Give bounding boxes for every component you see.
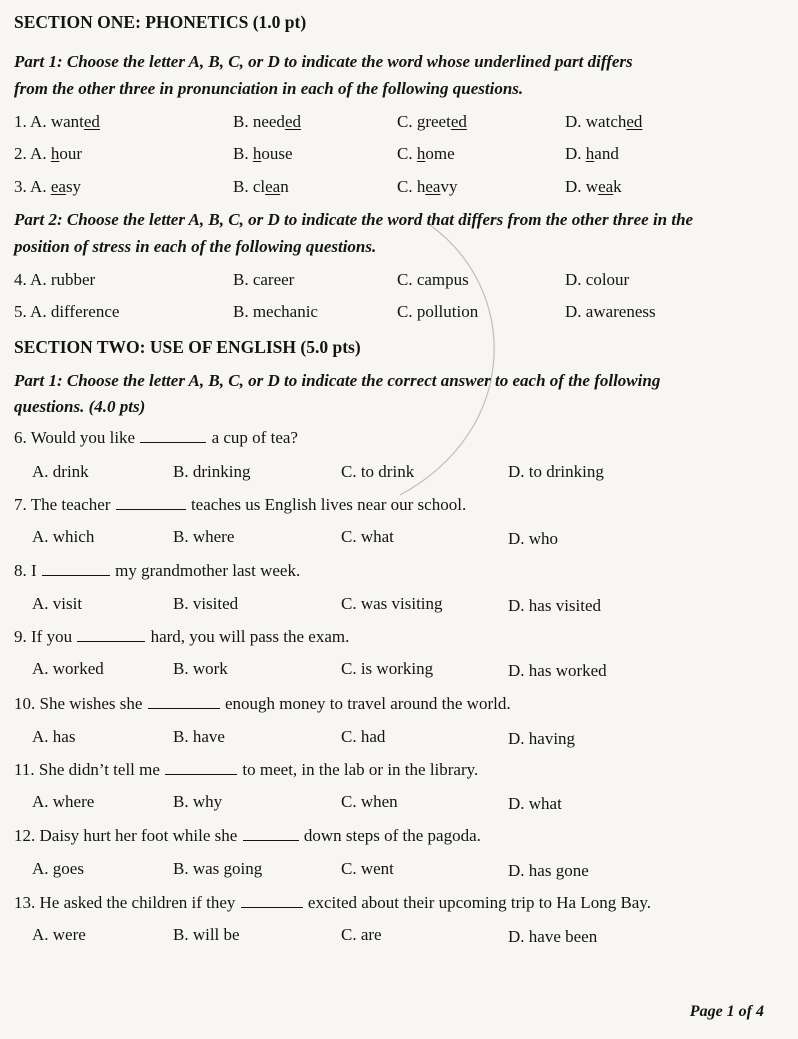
q6-option-b: B. drinking [173,462,251,481]
section2-part1-instruction-line2: questions. (4.0 pts) [14,397,146,416]
q13-option-a: A. were [32,925,86,944]
q10-option-a: A. has [32,727,76,746]
q4-option-a: 4. A. rubber [14,270,96,289]
q12-option-b: B. was going [173,859,263,878]
section-one-title: SECTION ONE: PHONETICS (1.0 pt) [14,12,307,32]
q11-option-c: C. when [341,792,398,811]
q1-option-d: D. watched [565,112,643,131]
part2-instruction-line2: position of stress in each of the following questions. [14,237,377,256]
q9-option-d: D. has worked [508,661,607,680]
q8-option-b: B. visited [173,594,239,613]
q10-option-d: D. having [508,729,576,748]
q12-option-a: A. goes [32,859,84,878]
q8-option-c: C. was visiting [341,594,443,613]
q2-option-d: D. hand [565,144,619,163]
q3-option-a: 3. A. easy [14,177,82,196]
answer-blank [243,826,299,841]
answer-blank [116,495,186,510]
q12-option-d: D. has gone [508,861,589,880]
q1-option-a: 1. A. wanted [14,112,100,131]
q3-option-d: D. weak [565,177,622,196]
q11-stem: 11. She didn’t tell me to meet, in the lab or in the library. [14,760,479,779]
q6-option-c: C. to drink [341,462,415,481]
q13-option-b: B. will be [173,925,240,944]
answer-blank [165,760,237,775]
q7-option-b: B. where [173,527,235,546]
q10-option-b: B. have [173,727,225,746]
answer-blank [148,694,220,709]
q11-option-d: D. what [508,794,562,813]
q2-option-a: 2. A. hour [14,144,83,163]
q8-option-d: D. has visited [508,596,602,615]
q5-option-c: C. pollution [397,302,479,321]
part2-instruction-line1: Part 2: Choose the letter A, B, C, or D to indicate the word that differs from the other three in the [14,210,694,229]
q3-option-c: C. heavy [397,177,458,196]
q7-option-c: C. what [341,527,394,546]
q10-option-c: C. had [341,727,386,746]
q1-option-b: B. needed [233,112,301,131]
section2-part1-instruction-line1: Part 1: Choose the letter A, B, C, or D to indicate the correct answer to each of the following [14,371,661,390]
q8-option-a: A. visit [32,594,83,613]
q10-stem: 10. She wishes she enough money to travel around the world. [14,694,511,713]
section-two-title: SECTION TWO: USE OF ENGLISH (5.0 pts) [14,337,361,357]
q11-option-a: A. where [32,792,95,811]
q9-option-b: B. work [173,659,228,678]
part1-instruction-line1: Part 1: Choose the letter A, B, C, or D to indicate the word whose underlined part differs [14,52,633,71]
q12-option-c: C. went [341,859,394,878]
q5-option-b: B. mechanic [233,302,318,321]
q7-option-d: D. who [508,529,559,548]
q2-option-c: C. home [397,144,455,163]
answer-blank [241,893,303,908]
q9-option-c: C. is working [341,659,434,678]
q12-stem: 12. Daisy hurt her foot while she down steps of the pagoda. [14,826,481,845]
q9-stem: 9. If you hard, you will pass the exam. [14,627,350,646]
q6-option-a: A. drink [32,462,89,481]
q6-stem: 6. Would you like a cup of tea? [14,428,298,447]
q8-stem: 8. I my grandmother last week. [14,561,301,580]
q6-option-d: D. to drinking [508,462,604,481]
q7-option-a: A. which [32,527,95,546]
part1-instruction-line2: from the other three in pronunciation in each of the following questions. [14,79,524,98]
q2-option-b: B. house [233,144,293,163]
answer-blank [77,627,145,642]
q1-option-c: C. greeted [397,112,467,131]
q11-option-b: B. why [173,792,223,811]
answer-blank [42,561,110,576]
q4-option-d: D. colour [565,270,630,289]
q13-option-c: C. are [341,925,382,944]
q5-option-d: D. awareness [565,302,656,321]
q4-option-b: B. career [233,270,295,289]
q7-stem: 7. The teacher teaches us English lives near our school. [14,495,467,514]
q4-option-c: C. campus [397,270,469,289]
page-number: Page 1 of 4 [689,1003,764,1020]
q3-option-b: B. clean [233,177,289,196]
q5-option-a: 5. A. difference [14,302,120,321]
q9-option-a: A. worked [32,659,104,678]
answer-blank [140,428,206,443]
q13-option-d: D. have been [508,927,598,946]
q13-stem: 13. He asked the children if they excited about their upcoming trip to Ha Long Bay. [14,893,651,912]
